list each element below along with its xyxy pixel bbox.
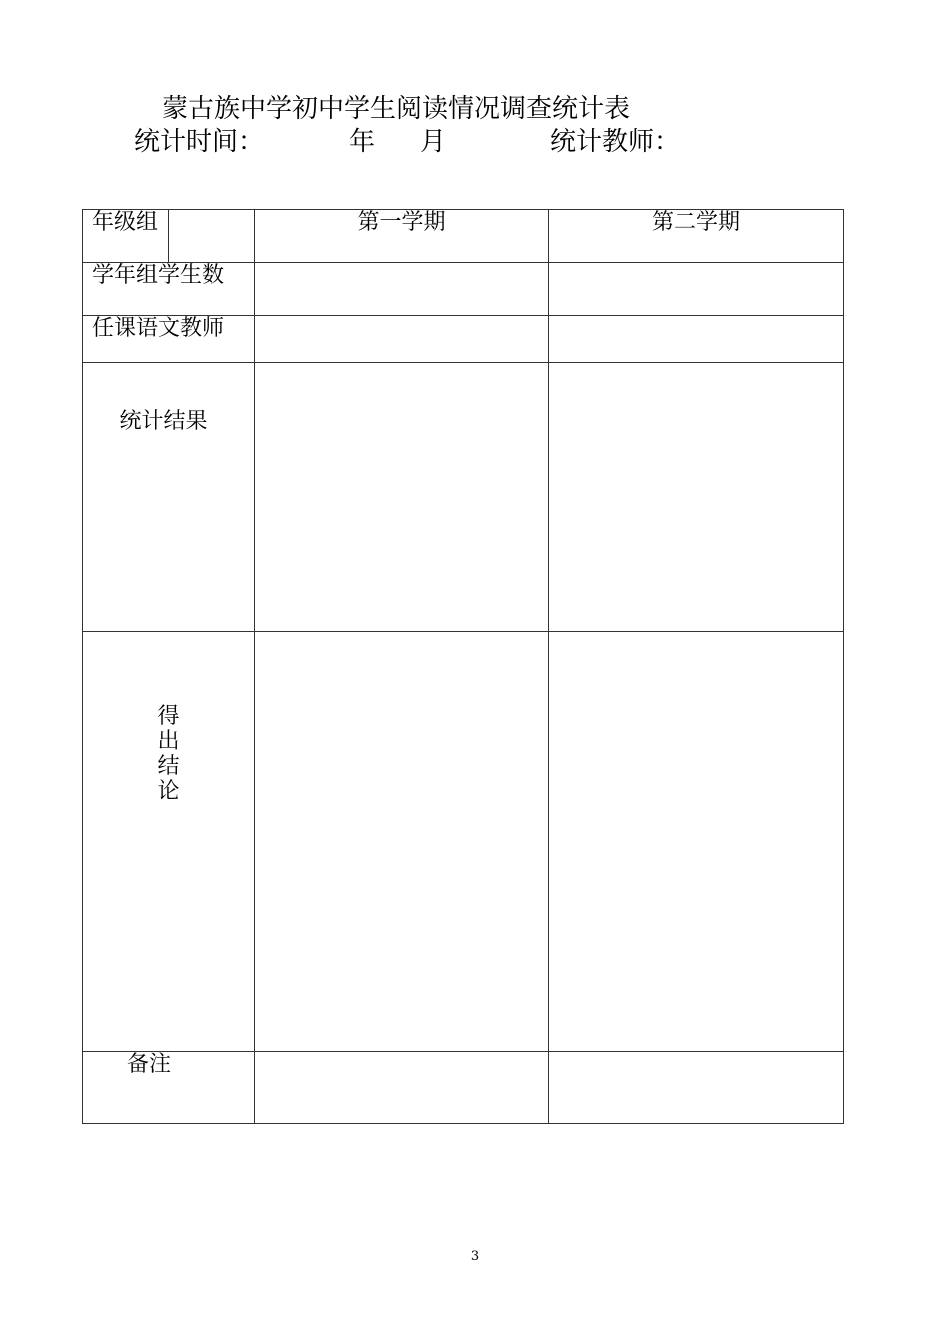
- statistics-result-semester-2-cell: [549, 363, 844, 632]
- statistics-result-label-cell: [83, 363, 255, 632]
- student-count-semester-1-cell: [255, 263, 549, 316]
- year-label: 年: [349, 127, 376, 157]
- semester-2-label: 第二学期: [651, 210, 740, 235]
- student-count-label: 学年组学生数: [92, 263, 225, 288]
- student-count-row: [83, 263, 844, 316]
- remarks-semester-2-cell: [549, 1052, 844, 1124]
- statistics-result-semester-1-cell: [255, 363, 549, 632]
- chinese-teacher-semester-1-cell: [255, 316, 549, 363]
- remarks-label-cell: [83, 1052, 255, 1124]
- semester-2-header-cell: [549, 210, 844, 263]
- semester-1-label: 第一学期: [357, 210, 446, 235]
- remarks-label: 备注: [127, 1052, 172, 1077]
- document-title: 蒙古族中学初中学生阅读情况调查统计表: [162, 94, 631, 124]
- student-count-semester-2-cell: [549, 263, 844, 316]
- chinese-teacher-label-cell: [83, 316, 255, 363]
- stat-time-label: 统计时间：: [134, 127, 265, 157]
- grade-group-value-cell: [169, 210, 255, 263]
- conclusion-row: [83, 632, 844, 1052]
- month-label: 月: [420, 127, 447, 157]
- statistics-result-row: [83, 363, 844, 632]
- statistics-result-label: 统计结果: [119, 409, 208, 434]
- remarks-semester-1-cell: [255, 1052, 549, 1124]
- statistics-table: [82, 209, 844, 1124]
- page-number: 3: [470, 1249, 480, 1264]
- chinese-teacher-row: [83, 316, 844, 363]
- semester-1-header-cell: [255, 210, 549, 263]
- conclusion-label-cell: [83, 632, 255, 1052]
- conclusion-semester-2-cell: [549, 632, 844, 1052]
- chinese-teacher-label: 任课语文教师: [92, 316, 225, 341]
- remarks-row: [83, 1052, 844, 1124]
- chinese-teacher-semester-2-cell: [549, 316, 844, 363]
- grade-group-label: 年级组: [92, 210, 159, 235]
- grade-group-cell: [83, 210, 169, 263]
- conclusion-label: 得出结论: [157, 704, 180, 804]
- student-count-label-cell: [83, 263, 255, 316]
- conclusion-semester-1-cell: [255, 632, 549, 1052]
- stat-teacher-label: 统计教师：: [550, 127, 681, 157]
- header-row: [83, 210, 844, 263]
